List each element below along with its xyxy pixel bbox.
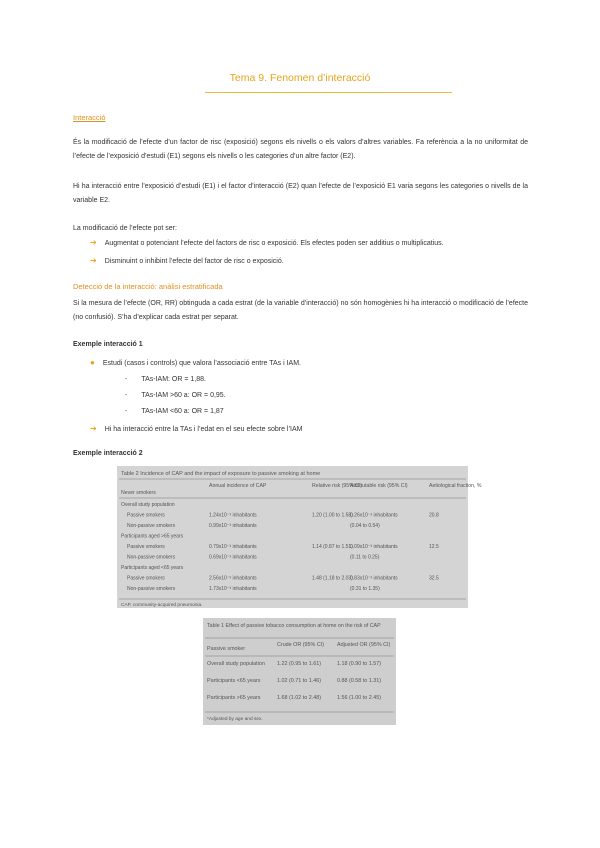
table-cell: Passive smokers: [127, 512, 165, 519]
table-header: Aetiological fraction, %: [429, 483, 482, 489]
dash-icon: -: [125, 376, 128, 383]
table-header: Attributable risk (95% CI): [350, 483, 408, 489]
paragraph-stratified: Si la mesura de l’efecte (OR, RR) obtinguda a cada estrat (de la variable d’interacció) no són homogènies hi ha interacció o modificació de l’efecte (no confusió). S’ha d’explicar cada estrat per separat.: [73, 300, 528, 321]
table-cell: 12.5: [429, 544, 439, 550]
table-cell: 0.09x10⁻³ inhabitants: [350, 544, 398, 550]
table-cell: Passive smokers: [127, 575, 165, 582]
table-cell: 1.68 (1.02 to 2.48): [277, 695, 322, 701]
table-header: Crude OR (95% CI): [277, 642, 325, 648]
list-item: ● Estudi (casos i controls) que valora l’associació entre TAs i IAM.: [90, 358, 301, 367]
table-cell: 0.83x10⁻³ inhabitants: [350, 575, 398, 582]
table-cell: 1.02 (0.71 to 1.46): [277, 678, 322, 684]
table-cell: Participants <65 years: [207, 678, 261, 684]
list-item: ➔ Disminuint o inhibint l’efecte del factor de risc o exposició.: [90, 256, 284, 265]
table-cell: (0.04 to 0.54): [350, 523, 380, 529]
arrow-icon: ➔: [90, 256, 97, 265]
table-cell: 1.48 (1.18 to 2.03): [312, 575, 353, 582]
table-cell: 1.20 (1.00 to 1.58): [312, 512, 353, 519]
table-cell: 1.73x10⁻³ inhabitants: [209, 586, 257, 592]
table-header: Adjusted OR (95% CI): [337, 642, 391, 648]
table-cell: (0.31 to 1.35): [350, 586, 380, 592]
dash-icon: -: [125, 392, 128, 399]
table-header: Passive smoker: [207, 646, 246, 652]
list-item: ➔ Hi ha interacció entre la TAs i l’edat en el seu efecte sobre l’IAM: [90, 424, 303, 433]
table-cell: 0.99x10⁻³ inhabitants: [209, 523, 257, 529]
paragraph-definition: És la modificació de l’efecte d’un factor de risc (exposició) segons els nivells o els valors d’altres variables. Fa referència a la no uniformitat de l’efecte de l’exposició d’estudi (E1) segons els nivells o les categories d’un altre factor (E2).: [73, 139, 528, 160]
table-cell: 1.18 (0.90 to 1.57): [337, 661, 382, 667]
table-cell: Non-passive smokers: [127, 554, 176, 561]
table-1-caption: Table 1 Effect of passive tobacco consumption at home on the risk of CAP: [207, 623, 381, 629]
table-cell: 1.56 (1.00 to 2.45): [337, 695, 382, 701]
table-1-scan-image: [203, 618, 396, 725]
list-item: ➔ Augmentat o potenciant l’efecte del factors de risc o exposició. Els efectes poden ser additius o multiplicatius.: [90, 238, 444, 247]
table-cell: 0.69x10⁻³ inhabitants: [209, 554, 257, 561]
bullet-dot-icon: ●: [90, 358, 95, 367]
table-cell: 0.79x10⁻³ inhabitants: [209, 544, 257, 550]
paragraph-interaction-condition: Hi ha interacció entre l’exposició d’estudi (E1) i el factor d’interacció (E2) quan l’efecte de l’exposició E1 varia segons les categories o nivells de la variable E2.: [73, 183, 528, 204]
table-cell: 1.24x10⁻³ inhabitants: [209, 512, 257, 519]
table-cell: Passive smokers: [127, 544, 165, 550]
modification-heading: La modificació de l’efecte pot ser:: [73, 225, 177, 232]
table-cell: 2.56x10⁻³ inhabitants: [209, 575, 257, 582]
title-underline: [205, 92, 452, 93]
list-item: - TAs-IAM: OR = 1,88.: [125, 376, 206, 383]
table-cell: 0.88 (0.58 to 1.31): [337, 678, 382, 684]
table-2-footnote: CAP, community-acquired pneumonia.: [121, 603, 203, 608]
table-cell: 20.8: [429, 512, 439, 519]
table-header: Never smokers: [121, 490, 156, 496]
table-cell: 0.26x10⁻³ inhabitants: [350, 512, 398, 519]
table-cell: (0.11 to 0.25): [350, 554, 380, 561]
dash-icon: -: [125, 408, 128, 415]
list-item: - TAs-IAM >60 a: OR = 0,95.: [125, 392, 226, 399]
arrow-icon: ➔: [90, 238, 97, 247]
table-cell: Non-passive smokers: [127, 586, 176, 592]
table-1-footnote: *Adjusted by age and sex.: [207, 717, 263, 722]
table-2-scan-image: [117, 466, 482, 608]
arrow-icon: ➔: [90, 424, 97, 433]
page-title: Tema 9. Fenomen d’interacció: [229, 72, 371, 84]
table-header: Annual incidence of CAP: [209, 483, 267, 489]
example-2-heading: Exemple interacció 2: [73, 450, 143, 457]
table-cell: 1.14 (0.87 to 1.51): [312, 544, 353, 550]
table-header: Relative risk (95% CI): [312, 483, 363, 489]
table-cell: Participants aged <65 years: [121, 565, 184, 571]
table-cell: Overall study population: [207, 661, 265, 667]
list-item: - TAs-IAM <60 a: OR = 1,87: [125, 408, 224, 415]
table-cell: Participants aged >65 years: [121, 533, 184, 540]
table-cell: Non-passive smokers: [127, 523, 176, 529]
example-1-heading: Exemple interacció 1: [73, 341, 143, 348]
section-heading-deteccio: Detecció de la interacció: anàlisi estratificada: [73, 282, 223, 291]
section-heading-interaccio: Interacció: [73, 113, 106, 122]
table-2-caption: Table 2 Incidence of CAP and the impact of exposure to passive smoking at home: [121, 471, 321, 477]
table-cell: Participants >65 years: [207, 695, 261, 701]
table-cell: 32.5: [429, 575, 439, 582]
table-cell: 1.22 (0.95 to 1.61): [277, 661, 322, 667]
table-cell: Overall study population: [121, 502, 175, 508]
